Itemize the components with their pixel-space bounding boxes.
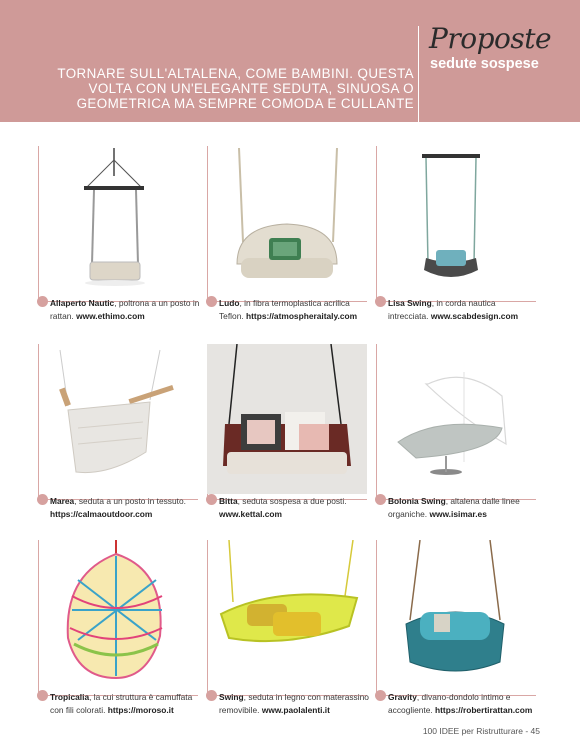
hanging-chair-image	[38, 540, 198, 690]
product-name: Bolonia Swing	[388, 496, 446, 506]
product-caption	[219, 691, 369, 716]
hanging-chair-image	[207, 344, 367, 494]
product-caption	[50, 495, 200, 520]
product-name: Marea	[50, 496, 75, 506]
product-desc: , altalena dalle linee organiche.	[388, 496, 520, 519]
bullet-dot	[375, 296, 386, 307]
product-desc: , divano-dondolo intimo e accogliente.	[388, 692, 511, 715]
product-desc: , in fibra termoplastica acrilica Teflon.	[219, 298, 350, 321]
header-tagline	[34, 66, 414, 112]
product-url[interactable]: www.kettal.com	[219, 508, 282, 519]
tagline-line: TORNARE SULL'ALTALENA, COME BAMBINI. QUESTA	[57, 66, 414, 81]
bullet-dot	[206, 690, 217, 701]
product-desc: , in corda nautica intrecciata.	[388, 298, 496, 321]
product-desc: , seduta sospesa a due posti.	[237, 496, 347, 506]
section-subtitle: sedute sospese	[430, 56, 539, 72]
header-banner	[0, 0, 580, 122]
bullet-dot	[206, 296, 217, 307]
page-footer: 100 IDEE per Ristrutturare - 45	[422, 726, 540, 736]
product-caption	[219, 495, 369, 520]
tagline-line: GEOMETRICA MA SEMPRE COMODA E CULLANTE	[76, 96, 414, 112]
hanging-chair-image	[207, 540, 367, 690]
bullet-dot	[37, 296, 48, 307]
bullet-dot	[375, 690, 386, 701]
product-desc: , seduta a un posto in tessuto.	[74, 496, 186, 506]
product-name: Lisa Swing	[388, 298, 432, 308]
bullet-dot	[37, 494, 48, 505]
product-caption	[219, 297, 369, 322]
product-desc: , seduta in legno con materassino removibile.	[219, 692, 369, 715]
product-caption	[388, 691, 538, 716]
hanging-chair-image	[38, 146, 198, 296]
product-name: Ludo	[219, 298, 240, 308]
product-url[interactable]: www.ethimo.com	[76, 310, 145, 321]
hanging-chair-image	[207, 146, 367, 296]
hanging-chair-image	[376, 344, 536, 494]
bullet-dot	[37, 690, 48, 701]
product-name: Tropicalia	[50, 692, 90, 702]
product-url[interactable]: https://calmaoutdoor.com	[50, 508, 153, 519]
product-name: Allaperto Nautic	[50, 298, 115, 308]
product-caption	[388, 495, 538, 520]
product-name: Gravity	[388, 692, 417, 702]
product-url[interactable]: https://atmospheraitaly.com	[246, 310, 358, 321]
product-name: Swing	[219, 692, 244, 702]
tagline-line: VOLTA CON UN'ELEGANTE SEDUTA, SINUOSA O	[88, 81, 414, 97]
bullet-dot	[206, 494, 217, 505]
product-url[interactable]: www.isimar.es	[429, 508, 487, 519]
product-url[interactable]: www.scabdesign.com	[430, 310, 519, 321]
hanging-chair-image	[376, 146, 536, 296]
product-caption	[50, 297, 200, 322]
product-caption	[388, 297, 538, 322]
product-desc: , poltrona a un posto in rattan.	[50, 298, 200, 321]
hanging-chair-image	[38, 344, 198, 494]
bullet-dot	[375, 494, 386, 505]
hanging-chair-image	[376, 540, 536, 690]
product-desc: , la cui struttura è camuffata con fili colorati.	[50, 692, 193, 715]
product-url[interactable]: www.paolalenti.it	[261, 704, 330, 715]
header-divider	[418, 26, 419, 122]
section-title: Proposte	[429, 22, 552, 55]
product-url[interactable]: https://robertirattan.com	[435, 704, 533, 715]
product-caption	[50, 691, 200, 716]
product-url[interactable]: https://moroso.it	[107, 704, 174, 715]
product-name: Bitta	[219, 496, 238, 506]
